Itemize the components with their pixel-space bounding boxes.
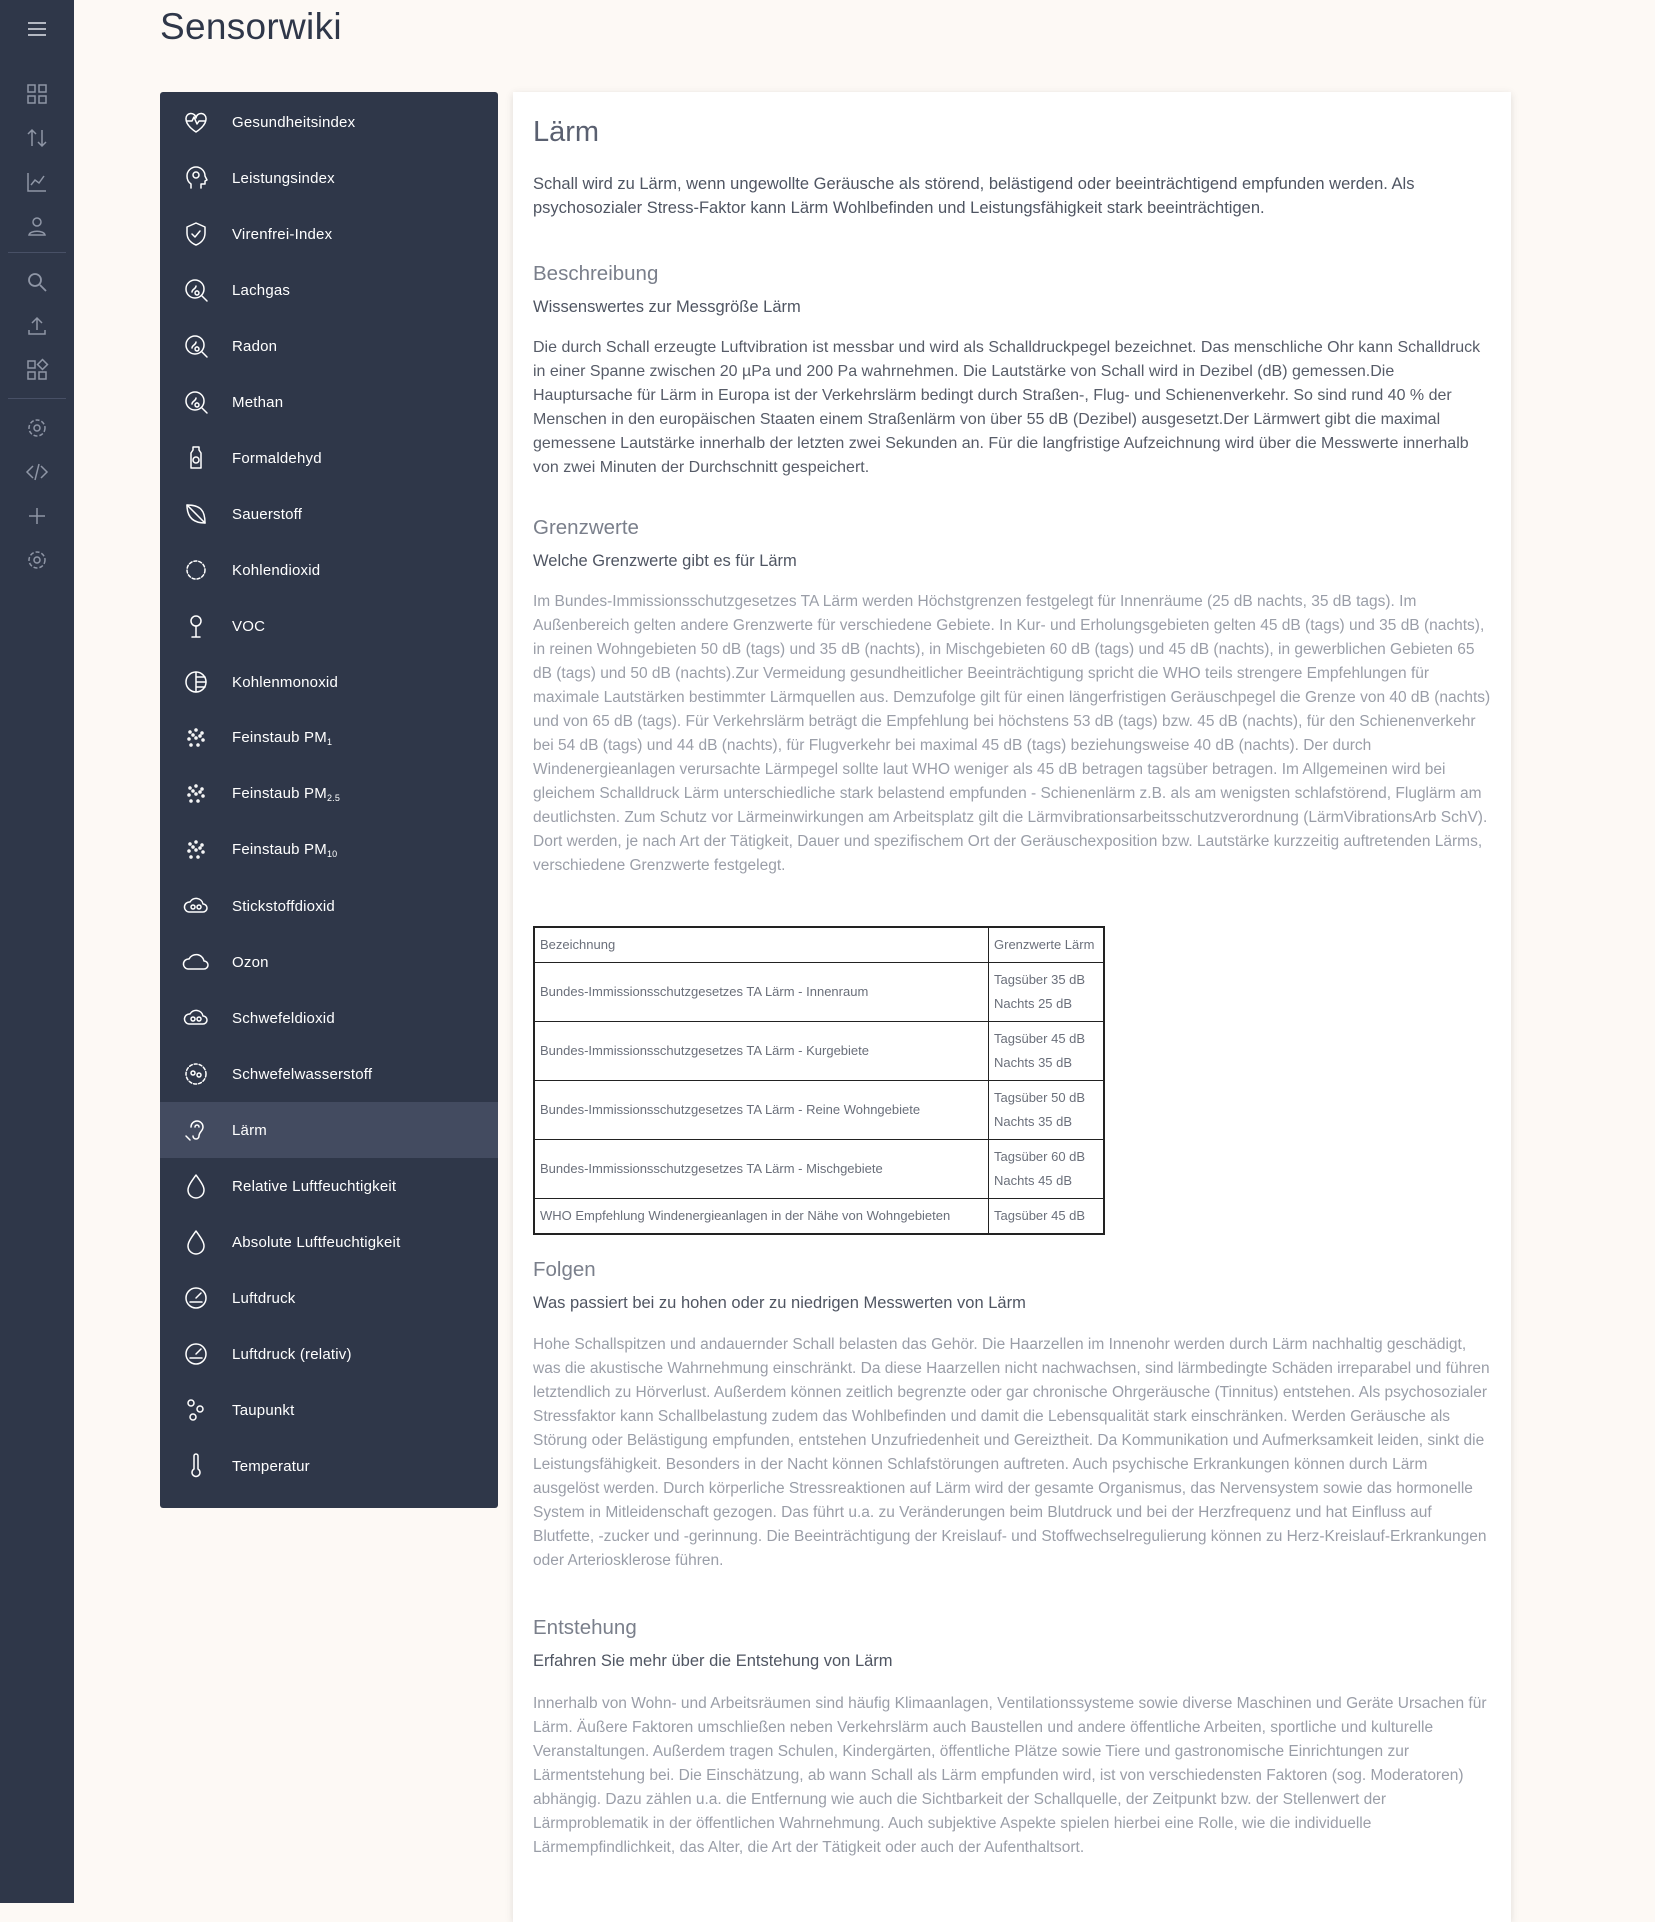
entstehung-text: Innerhalb von Wohn- und Arbeitsräumen sind häufig Klimaanlagen, Ventilationssysteme sowie diverse Maschinen und Geräte Ursachen für Lärm. Äußere Faktoren umschließen neben Verkehrslärm auch Baustellen und andere öffentliche Arbeiten, sportliche und kulturelle Veranstaltungen. Außerdem tragen Schulen, Kindergärten, öffentliche Plätze sowie Tiere und gastronomische Einrichtungen zur Lärmentstehung bei. Die Einschätzung, ab wann Schall als Lärm empfunden wird, ist von verschiedensten Faktoren (sog. Moderatoren) abhängig. Dazu zählen u.a. die Entfernung wie auch die Sichtbarkeit der Schallquelle, der Zeitpunkt bzw. der Stellenwert der Lärmproblematik in der öffentlichen Wahrnehmung. Auch subjektive Aspekte spielen hierbei eine Rolle, wie die individuelle Lärmempfindlichkeit, das Alter, die Art der Tätigkeit oder auch der Aufenthaltsort. (533, 1695, 1487, 1856)
sensor-item[interactable] (160, 598, 498, 654)
sensor-item[interactable] (160, 1438, 498, 1494)
table-cell-value: Tagsüber 50 dB (994, 1090, 1086, 1105)
ear-icon (182, 1116, 210, 1144)
table-cell-values (989, 1140, 1105, 1199)
sensor-item[interactable] (160, 1382, 498, 1438)
content-title: Lärm (533, 116, 600, 148)
section-subheading-entstehung: Erfahren Sie mehr über die Entstehung von Lärm (533, 1652, 893, 1670)
rail-divider (8, 252, 66, 253)
tree-icon (182, 612, 210, 640)
molecule-circle-icon (182, 1060, 210, 1088)
code-icon[interactable] (0, 450, 74, 494)
gas-icon (182, 332, 210, 360)
sensor-item-label: VOC (232, 617, 266, 635)
section-heading-beschreibung: Beschreibung (533, 262, 659, 285)
rail-divider (8, 398, 66, 399)
sensor-item-label: Methan (232, 393, 284, 411)
content-card (513, 92, 1511, 1922)
table-row (534, 1022, 1104, 1081)
table-row (534, 1199, 1104, 1235)
table-cell-value: Tagsüber 35 dB (994, 972, 1086, 987)
drop-icon (182, 1172, 210, 1200)
section-subheading-beschreibung: Wissenswertes zur Messgröße Lärm (533, 298, 801, 316)
sensor-item[interactable] (160, 1046, 498, 1102)
table-cell-value: Nachts 35 dB (994, 1114, 1073, 1129)
page-title: Sensorwiki (160, 6, 342, 47)
table-row (534, 963, 1104, 1022)
table-cell-value: Nachts 45 dB (994, 1173, 1073, 1188)
settings-icon[interactable] (0, 406, 74, 450)
sensor-item-label: Schwefeldioxid (232, 1009, 335, 1027)
bottle-icon (182, 444, 210, 472)
particles-icon (182, 836, 210, 864)
drops-icon (182, 1396, 210, 1424)
section-heading-folgen: Folgen (533, 1258, 596, 1281)
table-cell-name: Bundes-Immissionsschutzgesetzes TA Lärm - Innenraum (534, 963, 989, 1022)
apps-icon[interactable] (0, 348, 74, 392)
sensor-item-label: Lärm (232, 1121, 267, 1139)
sensor-item[interactable] (160, 206, 498, 262)
sensor-item-label: Virenfrei-Index (232, 225, 333, 243)
sensor-item-label: Stickstoffdioxid (232, 897, 335, 915)
sensor-item-label: Sauerstoff (232, 505, 303, 523)
sensor-item-label: Luftdruck (relativ) (232, 1345, 352, 1363)
sensor-item[interactable] (160, 1270, 498, 1326)
sensor-item[interactable] (160, 486, 498, 542)
table-cell-value: Tagsüber 60 dB (994, 1149, 1086, 1164)
sensor-list (160, 92, 498, 1508)
table-cell-name: Bundes-Immissionsschutzgesetzes TA Lärm - Kurgebiete (534, 1022, 989, 1081)
gauge-icon (182, 1284, 210, 1312)
menu-icon[interactable] (0, 7, 74, 51)
search-icon[interactable] (0, 260, 74, 304)
sensor-item-label: Feinstaub $PM_{10}$ (232, 841, 338, 859)
table-cell-value: Tagsüber 45 dB (994, 1031, 1086, 1046)
sensor-item-label: Formaldehyd (232, 449, 322, 467)
sensor-item-label: Radon (232, 337, 278, 355)
sensor-item-label: Luftdruck (232, 1289, 296, 1307)
table-row (534, 1081, 1104, 1140)
plus-icon[interactable] (0, 494, 74, 538)
molecule-cloud-icon (182, 892, 210, 920)
table-cell-values (989, 1022, 1105, 1081)
dashboard-icon[interactable] (0, 72, 74, 116)
sensor-item[interactable] (160, 766, 498, 822)
upload-icon[interactable] (0, 304, 74, 348)
sensor-item[interactable] (160, 150, 498, 206)
sensor-item-label: Kohlenmonoxid (232, 673, 339, 691)
half-circle-icon (182, 668, 210, 696)
sensor-item-label: Feinstaub $PM_1$ (232, 729, 333, 747)
sensor-item[interactable] (160, 990, 498, 1046)
table-cell-name: Bundes-Immissionsschutzgesetzes TA Lärm - Reine Wohngebiete (534, 1081, 989, 1140)
sensor-item[interactable] (160, 822, 498, 878)
sensor-item[interactable] (160, 1214, 498, 1270)
gauge-icon (182, 1340, 210, 1368)
grenzwerte-text: Im Bundes-Immissionsschutzgesetzes TA Lärm werden Höchstgrenzen festgelegt für Innenräume (25 dB nachts, 35 dB tags). Im Außenbereich gelten andere Grenzwerte für verschiedene Gebiete. In Kur- und Erholungsgebieten gelten 45 dB (tags) und 35 dB (nachts), in reinen Wohngebieten 50 dB (tags) und 35 dB (nachts), in Mischgebieten 60 dB (tags) und 45 dB (nachts), in gewerblichen Gebieten 65 dB (tags) und 50 dB (nachts).Zur Vermeidung gesundheitlicher Beeinträchtigung spricht die WHO teils strengere Empfehlungen für maximale Lautstärken bestimmter Lärmquellen aus. Demzufolge gilt für einen längerfristigen Geräuschpegel die Grenze von 40 dB (nachts) und von 65 dB (tags). Für Verkehrslärm beträgt die Empfehlung bei höchstens 53 dB (tags) bzw. 45 dB (nachts), für den Schienenverkehr bei 54 dB (tags) und 44 dB (nachts), für Flugverkehr bei maximal 45 dB (tags) beziehungsweise 40 dB (nachts). Der durch Windenergieanlagen verursachte Lärmpegel sollte laut WHO weniger als 45 dB betragen tagsüber betragen. Im Allgemeinen wird bei gleichem Schalldruck Lärm unterschiedliche stark belastend empfunden - Schienenlärm z.B. als am wenigsten schlafstörend, Fluglärm am deutlichsten. Zum Schutz vor Lärmeinwirkungen am Arbeitsplatz gilt die Lärmvibrationsarbeitsschutzverordnung (LärmVibrationsArb SchV). Dort werden, je nach Art der Tätigkeit, Dauer und spezifischem Ort der Geräuschexposition bzw. Lautstärke kurzzeitig auftretenden Lärms, verschiedene Grenzwerte festgelegt. (533, 593, 1491, 874)
sensor-item-label: Leistungsindex (232, 169, 335, 187)
section-subheading-folgen: Was passiert bei zu hohen oder zu niedrigen Messwerten von Lärm (533, 1294, 1026, 1312)
sensor-item[interactable] (160, 318, 498, 374)
sensor-item[interactable] (160, 1102, 498, 1158)
heart-pulse-icon (182, 108, 210, 136)
cloud-ring-icon (182, 556, 210, 584)
shield-check-icon (182, 220, 210, 248)
table-header-cell: Bezeichnung (534, 927, 989, 963)
sensor-item-label: Lachgas (232, 281, 291, 299)
sensor-item[interactable] (160, 878, 498, 934)
sensor-item[interactable] (160, 262, 498, 318)
settings-alt-icon[interactable] (0, 538, 74, 582)
sensor-item[interactable] (160, 934, 498, 990)
sensor-item[interactable] (160, 1158, 498, 1214)
table-cell-value: Nachts 25 dB (994, 996, 1073, 1011)
leaf-icon (182, 500, 210, 528)
gas-icon (182, 276, 210, 304)
sensor-item-label: Kohlendioxid (232, 561, 321, 579)
sensor-item-label: Gesundheitsindex (232, 113, 356, 131)
table-cell-values (989, 1081, 1105, 1140)
section-subheading-grenzwerte: Welche Grenzwerte gibt es für Lärm (533, 552, 797, 570)
table-header-cell: Grenzwerte Lärm (989, 927, 1105, 963)
sensor-item[interactable] (160, 542, 498, 598)
intro-text: Schall wird zu Lärm, wenn ungewollte Geräusche als störend, belästigend oder beeinträchtigend empfunden werden. Als psychosozialer Stress-Faktor kann Lärm Wohlbefinden und Leistungsfähigkeit stark beeinträchtigen. (533, 175, 1415, 217)
table-row (534, 1140, 1104, 1199)
section-heading-entstehung: Entstehung (533, 1616, 637, 1639)
sensor-item[interactable] (160, 1326, 498, 1382)
sensor-item-label: Relative Luftfeuchtigkeit (232, 1177, 397, 1195)
chart-icon[interactable] (0, 160, 74, 204)
sensor-item[interactable] (160, 374, 498, 430)
sensor-item[interactable] (160, 710, 498, 766)
beschreibung-text: Die durch Schall erzeugte Luftvibration ist messbar und wird als Schalldruckpegel bezeichnet. Das menschliche Ohr kann Schalldruck in einer Spanne zwischen 20 µPa und 200 Pa wahrnehmen. Die Lautstärke von Schall wird in Dezibel (dB) gemessen.Die Hauptursache für Lärm in Europa ist der Verkehrslärm bedingt durch Straßen-, Flug- und Schienenverkehr. So sind rund 40 % der Menschen in den europäischen Staaten einem Straßenlärm von über 55 dB (Dezibel) ausgesetzt.Der Lärmwert gibt die maximal gemessene Lautstärke innerhalb der letzten zwei Sekunden an. Für die langfristige Aufzeichnung wird über die Messwerte innerhalb von zwei Minuten der Durchschnitt gespeichert. (533, 339, 1481, 476)
head-brain-icon (182, 164, 210, 192)
cloud-icon (182, 948, 210, 976)
limits-table (533, 926, 1105, 1235)
sensor-item-label: Ozon (232, 953, 269, 971)
icon-rail (0, 0, 74, 1903)
thermometer-icon (182, 1452, 210, 1480)
sensor-item[interactable] (160, 94, 498, 150)
molecule-cloud-icon (182, 1004, 210, 1032)
table-cell-name: Bundes-Immissionsschutzgesetzes TA Lärm - Mischgebiete (534, 1140, 989, 1199)
drop-icon (182, 1228, 210, 1256)
sensor-item-label: Taupunkt (232, 1401, 295, 1419)
sensor-item-label: Temperatur (232, 1457, 310, 1475)
folgen-text: Hohe Schallspitzen und andauernder Schall belasten das Gehör. Die Haarzellen im Innenohr werden durch Lärm nachhaltig geschädigt, was die akustische Wahrnehmung einschränkt. Da diese Haarzellen nicht nachwachsen, sind lärmbedingte Schäden irreparabel und führen letztendlich zu Hörverlust. Außerdem können zeitlich begrenzte oder gar chronische Ohrgeräusche (Tinnitus) entstehen. Als psychosozialer Stressfaktor kann Schallbelastung zudem das Wohlbefinden und damit die Lebensqualität stark einschränken. Werden Geräusche als Störung oder Belästigung empfunden, entstehen Unzufriedenheit und Gereiztheit. Da Kommunikation und Aufmerksamkeit leiden, sinkt die Leistungsfähigkeit. Besonders in der Nacht können Schlafstörungen auftreten. Auch psychische Erkrankungen können durch Lärm ausgelöst werden. Durch körperliche Stressreaktionen auf Lärm wird der gesamte Organismus, das Nervensystem sowie das hormonelle System in Mitleidenschaft gezogen. Das führt u.a. zu Veränderungen beim Blutdruck und bei der Herzfrequenz und hat Einfluss auf Blutfette, -zucker und -gerinnung. Die Beeinträchtigung der Kreislauf- und Stoffwechselregulierung können zu Herz-Kreislauf-Erkrankungen oder Arteriosklerose führen. (533, 1336, 1490, 1569)
section-heading-grenzwerte: Grenzwerte (533, 516, 639, 539)
sort-icon[interactable] (0, 116, 74, 160)
table-cell-value: Tagsüber 45 dB (994, 1208, 1086, 1223)
particles-icon (182, 724, 210, 752)
sensor-item[interactable] (160, 654, 498, 710)
sensor-item-label: Schwefelwasserstoff (232, 1065, 373, 1083)
table-cell-values (989, 1199, 1105, 1235)
user-icon[interactable] (0, 204, 74, 248)
sensor-item-label: Absolute Luftfeuchtigkeit (232, 1233, 401, 1251)
table-header-row (534, 927, 1104, 963)
table-cell-value: Nachts 35 dB (994, 1055, 1073, 1070)
particles-icon (182, 780, 210, 808)
sensor-item-label: Feinstaub $PM_{2.5}$ (232, 785, 341, 803)
gas-icon (182, 388, 210, 416)
table-cell-values (989, 963, 1105, 1022)
sensor-item[interactable] (160, 430, 498, 486)
table-cell-name: WHO Empfehlung Windenergieanlagen in der Nähe von Wohngebieten (534, 1199, 989, 1235)
